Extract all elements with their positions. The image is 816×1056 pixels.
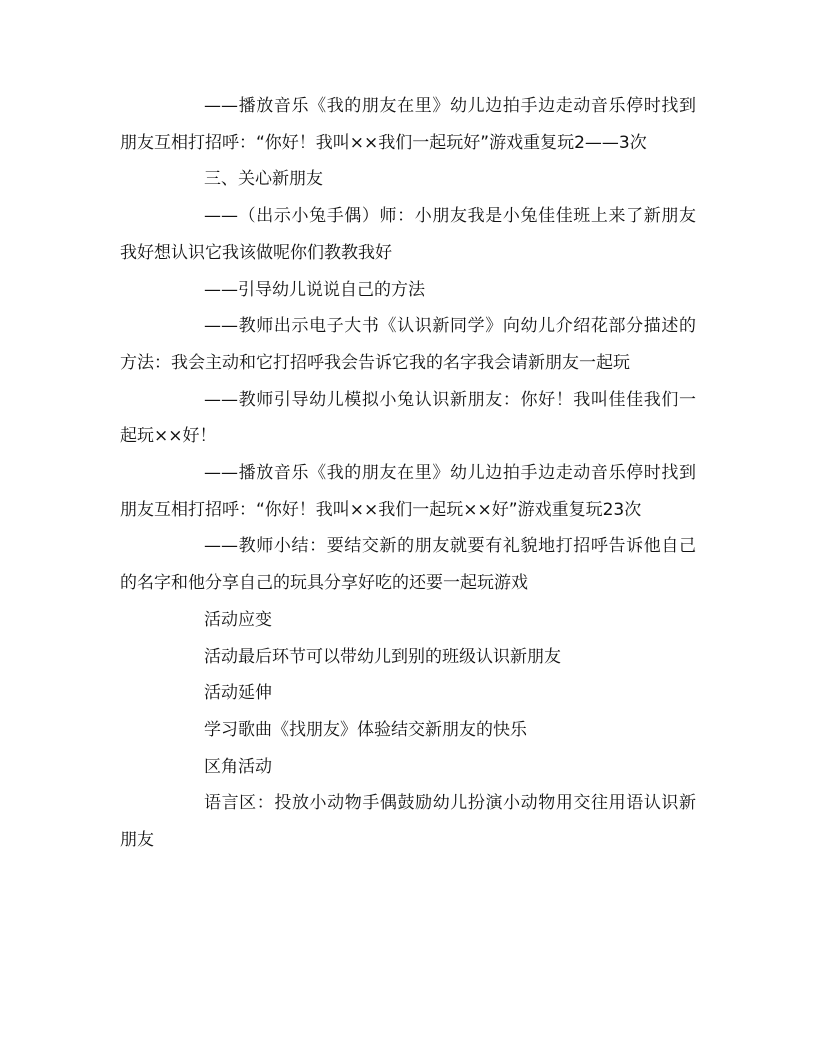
paragraph-music-game-1: ——播放音乐《我的朋友在里》幼儿边拍手边走动音乐停时找到朋友互相打招呼：“你好！我叫××我们一起玩好”游戏重复玩2——3次	[120, 96, 696, 153]
paragraph-big-book: ——教师出示电子大书《认识新同学》向幼儿介绍花部分描述的方法：我会主动和它打招呼我会告诉它我的名字我会请新朋友一起玩	[120, 316, 696, 373]
document-body	[120, 88, 696, 859]
paragraph-activity-adaptation: 活动最后环节可以带幼儿到别的班级认识新朋友	[204, 646, 561, 667]
paragraph-music-game-2: ——播放音乐《我的朋友在里》幼儿边拍手边走动音乐停时找到朋友互相打招呼：“你好！我叫××我们一起玩××好”游戏重复玩23次	[120, 463, 696, 520]
paragraph-simulate-rabbit: ——教师引导幼儿模拟小兔认识新朋友：你好！我叫佳佳我们一起玩××好！	[120, 389, 696, 447]
heading-activity-extension: 活动延伸	[204, 683, 272, 704]
section-heading-care-new-friends: 三、关心新朋友	[204, 169, 323, 190]
paragraph-activity-extension: 学习歌曲《找朋友》体验结交新朋友的快乐	[204, 719, 527, 740]
paragraph-rabbit-puppet: ——（出示小兔手偶）师：小朋友我是小兔佳佳班上来了新朋友我好想认识它我该做呢你们教教我好	[120, 206, 696, 263]
paragraph-language-corner: 语言区：投放小动物手偶鼓励幼儿扮演小动物用交往用语认识新朋友	[120, 793, 696, 851]
heading-corner-activity: 区角活动	[204, 756, 272, 777]
paragraph-guide-methods: ——引导幼儿说说自己的方法	[204, 279, 425, 300]
paragraph-teacher-summary: ——教师小结：要结交新的朋友就要有礼貌地打招呼告诉他自己的名字和他分享自己的玩具分享好吃的还要一起玩游戏	[120, 536, 696, 594]
heading-activity-adaptation: 活动应变	[204, 609, 272, 630]
